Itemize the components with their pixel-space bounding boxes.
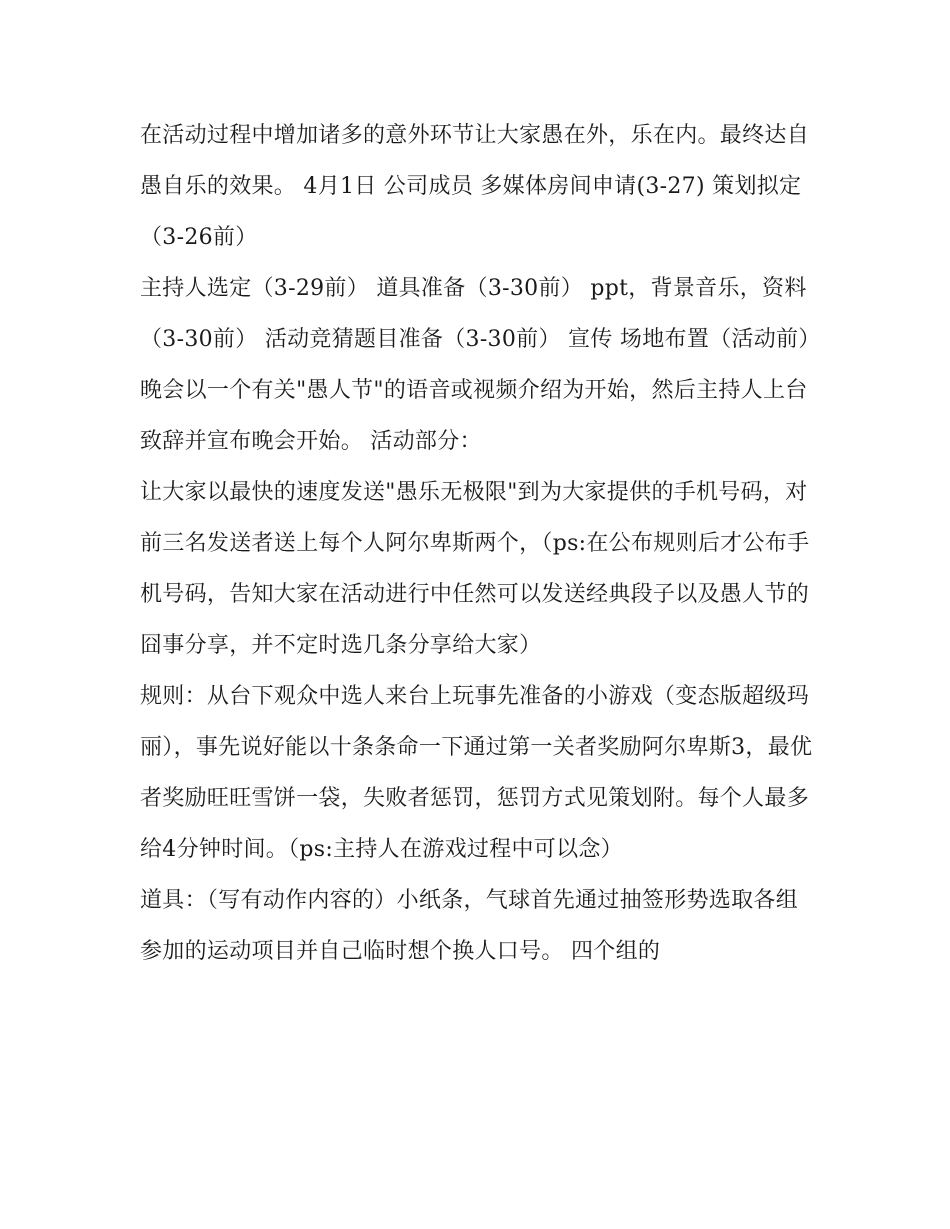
paragraph-opening: 晚会以一个有关"愚人节"的语音或视频介绍为开始，然后主持人上台致辞并宣布晚会开始。 活动部分： — [140, 378, 808, 454]
paragraph-props: 道具：（写有动作内容的）小纸条，气球首先通过抽签形势选取各组参加的运动项目并自己临时想个换人口号。 四个组的 — [140, 888, 799, 964]
document-page — [140, 110, 821, 977]
paragraph-preparation: 主持人选定（3-29前） 道具准备（3-30前） ppt，背景音乐，资料（3-30前） 活动竞猜题目准备（3-30前） 宣传 场地布置（活动前） — [140, 276, 821, 352]
paragraph-schedule-intro: 在活动过程中增加诸多的意外环节让大家愚在外，乐在内。最终达自愚自乐的效果。 4月1日 公司成员 多媒体房间申请(3-27) 策划拟定（3-26前） — [140, 123, 810, 250]
paragraph-sms-activity: 让大家以最快的速度发送"愚乐无极限"到为大家提供的手机号码，对前三名发送者送上每个人阿尔卑斯两个，（ps:在公布规则后才公布手机号码，告知大家在活动进行中任然可以发送经典段子以及愚人节的囧事分享，并不定时选几条分享给大家） — [140, 480, 810, 658]
paragraph-game-rules: 规则：从台下观众中选人来台上玩事先准备的小游戏（变态版超级玛丽），事先说好能以十条条命一下通过第一关者奖励阿尔卑斯3，最优者奖励旺旺雪饼一袋，失败者惩罚，惩罚方式见策划附。每个人最多给4分钟时间。（ps:主持人在游戏过程中可以念） — [140, 684, 813, 862]
